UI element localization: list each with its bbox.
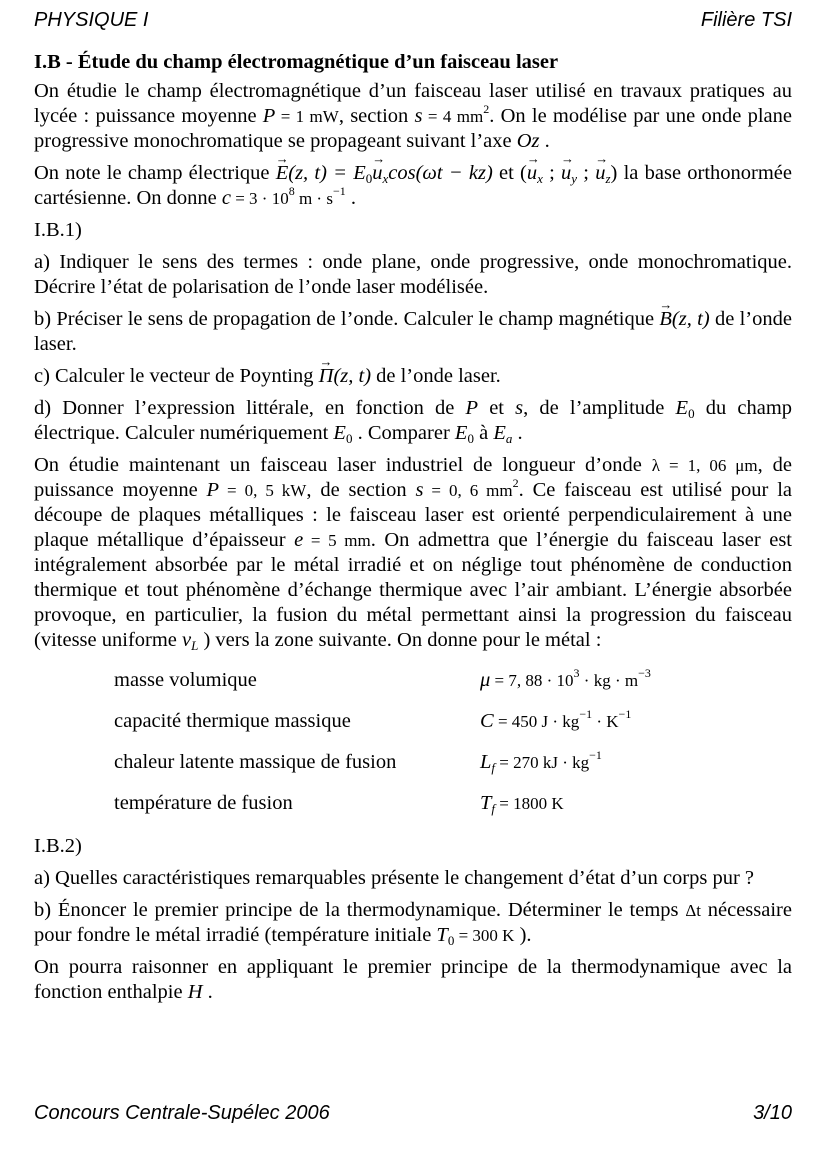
initial-temperature-symbol: T [436, 924, 448, 946]
subscript-x: x [537, 171, 543, 186]
question-label-ib2: I.B.2) [34, 835, 82, 857]
page-footer [34, 1102, 792, 1128]
question-ib1-c [34, 364, 792, 389]
question-text: à [473, 422, 494, 444]
property-value [480, 742, 651, 783]
unit-vector-z: → u [595, 161, 605, 186]
electric-field-vector: → E [276, 161, 289, 186]
property-number: = 270 kJ · kg [495, 753, 590, 772]
section-exponent: 2 [512, 476, 519, 490]
question-text: d) Donner l’expression littérale, en fonction de [34, 397, 466, 419]
amplitude-subscript: 0 [345, 431, 353, 446]
property-value [480, 783, 651, 824]
wavelength-value: λ = 1, 06 μm [651, 456, 758, 475]
question-text: b) Énoncer le premier principe de la thermodynamique. Déterminer le temps [34, 899, 686, 921]
amplitude-subscript: 0 [688, 406, 695, 421]
page-body [34, 50, 792, 1012]
question-ib1-d [34, 396, 792, 446]
speed-subscript: L [191, 638, 199, 653]
light-speed-unit: m · s [294, 189, 333, 208]
property-name: capacité thermique massique [114, 710, 351, 732]
question-text: du champ électrique. Calculer numériquement [34, 397, 793, 444]
power-value: = 0, 5 kW [219, 481, 307, 500]
intro-paragraph [34, 79, 792, 154]
property-unit: · K [592, 712, 619, 731]
subscript-y: y [571, 171, 578, 186]
thickness-symbol: e [294, 529, 304, 551]
initial-temperature-value: = 300 K [454, 926, 515, 945]
field-paragraph [34, 161, 792, 211]
question-text: de l’onde laser. [371, 365, 501, 387]
power-symbol: P [262, 105, 276, 127]
question-text: . [512, 422, 523, 444]
intro-text: , section [338, 105, 415, 127]
enthalpy-symbol: H [187, 981, 203, 1003]
question-text: ). [514, 924, 532, 946]
intro-text: . [539, 130, 550, 152]
amplitude-symbol: E [675, 397, 689, 419]
section-value: = 4 mm [422, 107, 484, 126]
light-speed-value: = 3 · 10 [230, 189, 289, 208]
metal-properties-table [114, 660, 651, 824]
question-text: de l’onde laser. [34, 308, 792, 355]
light-speed-symbol: c [221, 187, 231, 209]
question-text: . Comparer [352, 422, 455, 444]
unit-vector-x: → u [527, 161, 537, 186]
property-number: = 7, 88 · 10 [490, 671, 574, 690]
property-name: masse volumique [114, 669, 257, 691]
cosine-expression: cos(ωt − kz) [388, 162, 493, 184]
atomic-field-symbol: E [493, 422, 506, 444]
question-ib1-b [34, 307, 792, 357]
question-text: nécessaire pour fondre le métal irradié (température initiale [34, 899, 792, 946]
property-row [114, 701, 651, 742]
section-symbol: s [515, 397, 524, 419]
speed-symbol: v [182, 629, 192, 651]
question-text: . [202, 981, 213, 1003]
property-value [480, 660, 651, 701]
field-text: On note le champ électrique [34, 162, 276, 184]
initial-temperature-subscript: 0 [447, 933, 455, 948]
amplitude-symbol: E [333, 422, 346, 444]
property-exponent: −1 [579, 707, 593, 721]
industrial-text: , de puissance moyenne [34, 454, 792, 501]
industrial-text: , de section [306, 479, 416, 501]
question-text: On pourra raisonner en appliquant le premier principe de la thermodynamique avec la fonction enthalpie [34, 956, 792, 1003]
property-symbol: C [480, 710, 494, 732]
page-header [34, 9, 792, 35]
property-symbol: μ [480, 669, 491, 691]
power-symbol: P [465, 397, 479, 419]
unit-vector-subscript: x [382, 171, 389, 186]
separator: ; [577, 162, 596, 184]
amplitude-subscript: 0 [365, 171, 373, 186]
separator: ; [542, 162, 562, 184]
question-ib1-a: a) Indiquer le sens des termes : onde plane, onde progressive, onde monochromatique. Décrire l’état de polarisation de l’onde laser modélisée. [34, 251, 792, 298]
property-unit-exponent: −1 [618, 707, 632, 721]
amplitude-subscript: 0 [467, 431, 474, 446]
axis-label: Oz [516, 130, 540, 152]
property-exponent: −1 [589, 748, 602, 762]
unit-vector-y: → u [561, 161, 571, 186]
amplitude-symbol: E [454, 422, 468, 444]
property-number: = 450 J · kg [493, 712, 580, 731]
section-value: = 0, 6 mm [423, 481, 513, 500]
section-exponent: 2 [483, 102, 490, 116]
property-name: chaleur latente massique de fusion [114, 751, 397, 773]
light-speed-unit-exponent: −1 [332, 184, 346, 198]
power-symbol: P [206, 479, 220, 501]
magnetic-field-vector: → B [659, 307, 672, 332]
property-value [480, 701, 651, 742]
property-unit-exponent: −3 [638, 666, 651, 680]
question-label-ib1: I.B.1) [34, 219, 82, 241]
field-text: et ( [492, 162, 527, 184]
header-subject: PHYSIQUE I [34, 9, 149, 31]
property-row [114, 783, 651, 824]
intro-text: . On le modélise par une onde plane progressive monochromatique se propageant suivant l’axe [34, 105, 792, 152]
industrial-paragraph [34, 453, 792, 653]
property-unit: · kg · m [579, 671, 639, 690]
footer-exam-name: Concours Centrale-Supélec 2006 [34, 1102, 330, 1124]
field-text: ) la base orthonormée cartésienne. On donne [34, 162, 793, 209]
subscript-z: z [605, 171, 611, 186]
property-symbol-subscript: f [491, 760, 496, 775]
property-row [114, 660, 651, 701]
industrial-text: . Ce faisceau est utilisé pour la découpe de plaques métalliques : le faisceau laser est orienté perpendiculairement à une plaque métallique d’épaisseur [34, 479, 793, 551]
field-args: (z, t) = E [288, 162, 366, 184]
thickness-value: = 5 mm [303, 531, 371, 550]
field-text: . [345, 187, 356, 209]
question-ib2-a: a) Quelles caractéristiques remarquables présente le changement d’état d’un corps pur ? [34, 867, 755, 889]
question-text: , de l’amplitude [523, 397, 676, 419]
atomic-field-subscript: a [505, 431, 513, 446]
intro-text: On étudie le champ électromagnétique d’un faisceau laser utilisé en travaux pratiques au lycée : puissance moyenne [34, 80, 792, 127]
footer-page-number: 3/10 [753, 1102, 792, 1124]
metal-properties-body [114, 660, 651, 824]
power-value: = 1 mW [275, 107, 339, 126]
unit-vector: → u [372, 161, 382, 186]
question-ib2-c [34, 955, 792, 1005]
property-number: = 1800 K [495, 794, 564, 813]
field-args: (z, t) [333, 365, 372, 387]
section-symbol: s [415, 479, 424, 501]
property-name: température de fusion [114, 792, 293, 814]
industrial-text: On étudie maintenant un faisceau laser industriel de longueur d’onde [34, 454, 652, 476]
industrial-text: . On admettra que l’énergie du faisceau laser est intégralement absorbée par le métal irradié et on néglige tout phénomène de conduction thermique et tout phénomène d’échange thermique avec l’air ambiant. L’énergie absorbée provoque, en particulier, la fusion du métal permettant ainsi la progression du faisceau (vitesse uniforme [34, 529, 792, 651]
poynting-vector: → Π [319, 364, 334, 389]
header-track: Filière TSI [700, 9, 792, 31]
property-symbol: L [480, 751, 492, 773]
question-text: et [478, 397, 516, 419]
property-symbol-subscript: f [491, 801, 496, 816]
industrial-text: ) vers la zone suivante. On donne pour le métal : [198, 629, 602, 651]
question-text: b) Préciser le sens de propagation de l’onde. Calculer le champ magnétique [34, 308, 660, 330]
section-symbol: s [414, 105, 423, 127]
question-ib2-b [34, 898, 792, 948]
property-exponent: 3 [573, 666, 580, 680]
property-row [114, 742, 651, 783]
delta-t-symbol: Δt [685, 901, 701, 920]
section-title: I.B - Étude du champ électromagnétique d’un faisceau laser [34, 51, 559, 73]
field-args: (z, t) [671, 308, 710, 330]
question-text: c) Calculer le vecteur de Poynting [34, 365, 319, 387]
light-speed-exponent: 8 [288, 184, 295, 198]
property-symbol: T [480, 792, 492, 814]
